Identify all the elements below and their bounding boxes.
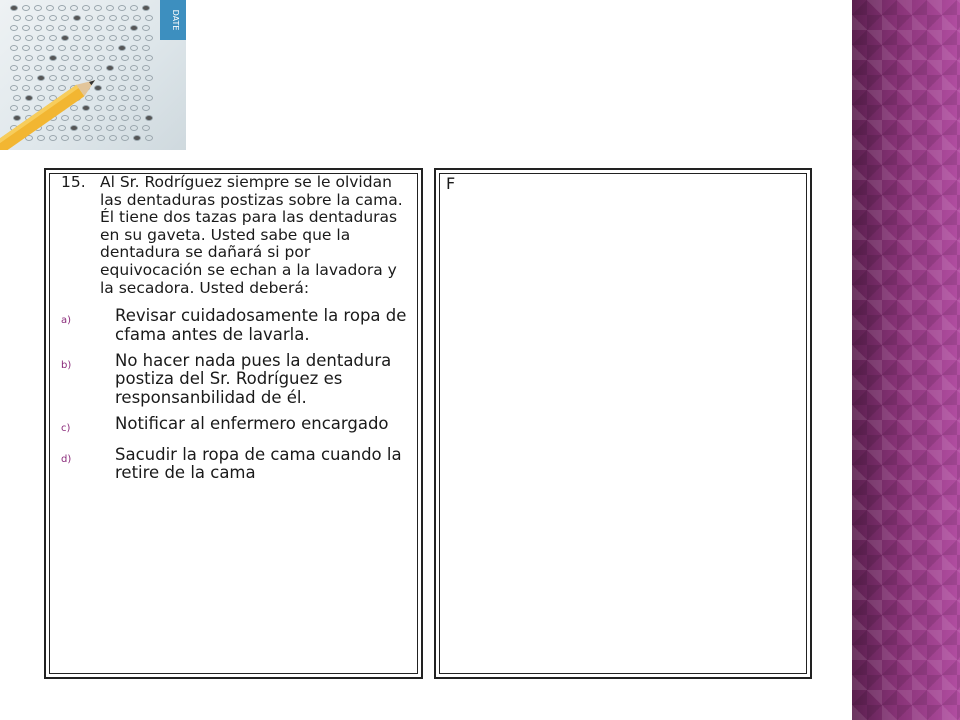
answer-bubble [47, 66, 54, 71]
answer-bubble [83, 6, 90, 11]
answer-sheet-illustration [0, 0, 186, 150]
answer-bubble [131, 46, 138, 51]
answer-bubble [146, 116, 153, 121]
answer-bubble [146, 76, 153, 81]
option-a [61, 307, 411, 344]
option-text: No hacer nada pues la dentadura postiza del Sr. Rodríguez es responsanbilidad de él. [115, 350, 392, 407]
answer-bubble [86, 116, 93, 121]
answer-bubble [38, 16, 45, 21]
answer-bubble [83, 106, 90, 111]
answer-bubble [134, 36, 141, 41]
answer-bubble [23, 66, 30, 71]
answer-bubble [110, 116, 117, 121]
answer-bubble [122, 96, 129, 101]
answer-bubble [95, 106, 102, 111]
answer-bubble [119, 26, 126, 31]
option-c [61, 415, 411, 438]
question-text: Al Sr. Rodríguez siempre se le olvidan las dentaduras postizas sobre la cama. Él tiene dos tazas para las dentaduras en su gaveta. Usted sabe que la dentadura se dañará si por equivocación se echan a la lavadora y la secadora. Usted deberá: [100, 173, 403, 297]
answer-bubble [50, 56, 57, 61]
answer-bubble [35, 26, 42, 31]
answer-bubble [107, 46, 114, 51]
answer-bubble [122, 56, 129, 61]
option-letter: c) [61, 423, 71, 435]
answer-bubble [134, 136, 141, 141]
answer-bubble [71, 106, 78, 111]
question-number: 15. [61, 173, 86, 191]
answer-bubble [143, 126, 150, 131]
answer-bubble [59, 26, 66, 31]
answer-bubble [14, 76, 21, 81]
answer-bubble [110, 56, 117, 61]
answer-bubble [134, 16, 141, 21]
answer-bubble [143, 106, 150, 111]
answer-bubble [47, 46, 54, 51]
answer-bubble [35, 66, 42, 71]
answer-bubble [74, 36, 81, 41]
answer-bubble [143, 26, 150, 31]
answer-bubble [110, 96, 117, 101]
answer-bubble [23, 26, 30, 31]
option-text: Revisar cuidadosamente la ropa de cfama antes de lavarla. [115, 306, 407, 344]
option-letter: a) [61, 315, 72, 327]
answer-bubble [74, 116, 81, 121]
answer-bubble [62, 36, 69, 41]
answer-bubble [59, 86, 66, 91]
answer-bubble [86, 36, 93, 41]
answer-bubble [38, 96, 45, 101]
option-text: Notificar al enfermero encargado [115, 414, 389, 434]
answer-bubble [14, 116, 21, 121]
option-letter: b) [61, 359, 72, 371]
answer-bubble [74, 56, 81, 61]
answer-bubble [11, 86, 18, 91]
answer-bubble [26, 96, 33, 101]
answer-bubble [131, 26, 138, 31]
answer-bubble [47, 26, 54, 31]
answer-bubble [119, 46, 126, 51]
answer-bubble [134, 96, 141, 101]
answer-bubble [119, 106, 126, 111]
answer-bubble [71, 66, 78, 71]
answer-bubble [143, 86, 150, 91]
answer-bubble [107, 26, 114, 31]
answer-bubble [122, 16, 129, 21]
sheet-tab-label: DATE [171, 9, 180, 31]
question-box [44, 168, 423, 679]
answer-bubble [47, 126, 54, 131]
answer-bubble [11, 46, 18, 51]
answer-bubble [74, 16, 81, 21]
answer-bubble [107, 126, 114, 131]
answer-bubble [110, 16, 117, 21]
options-list [61, 307, 411, 482]
answer-bubble [122, 76, 129, 81]
answer-bubble [107, 6, 114, 11]
answer-bubble [131, 106, 138, 111]
answer-bubble [71, 6, 78, 11]
answer-bubble [26, 36, 33, 41]
answer-bubble [143, 6, 150, 11]
answer-bubble [83, 66, 90, 71]
answer-bubble [122, 116, 129, 121]
answer-bubble [71, 26, 78, 31]
answer-bubble [107, 86, 114, 91]
answer-sheet-pencil-photo [0, 0, 186, 150]
answer-box [434, 168, 812, 679]
answer-bubble [50, 36, 57, 41]
answer-bubble [71, 126, 78, 131]
option-d [61, 446, 411, 483]
answer-bubble [95, 26, 102, 31]
answer-bubble [98, 76, 105, 81]
answer-bubble [11, 26, 18, 31]
answer-bubble [26, 76, 33, 81]
answer-bubble [98, 116, 105, 121]
answer-bubble [35, 86, 42, 91]
answer-bubble [98, 36, 105, 41]
answer-bubble [83, 46, 90, 51]
answer-bubble [131, 6, 138, 11]
answer-bubble [50, 76, 57, 81]
answer-bubble [95, 126, 102, 131]
answer-bubble [83, 126, 90, 131]
answer-bubble [38, 76, 45, 81]
answer-bubble [47, 86, 54, 91]
answer-bubble [146, 36, 153, 41]
answer-bubble [62, 16, 69, 21]
answer-bubble [59, 6, 66, 11]
answer-bubble [26, 56, 33, 61]
answer-bubble [59, 126, 66, 131]
answer-bubble [131, 86, 138, 91]
answer-bubble [62, 76, 69, 81]
answer-bubble [50, 136, 57, 141]
answer-bubble [11, 66, 18, 71]
answer-bubble [134, 76, 141, 81]
answer-bubble [146, 56, 153, 61]
answer-bubble [143, 46, 150, 51]
option-text: Sacudir la ropa de cama cuando la retire de la cama [115, 444, 402, 483]
answer-bubble [86, 76, 93, 81]
answer-bubble [62, 116, 69, 121]
answer-bubble [86, 136, 93, 141]
answer-box-inner-border [439, 173, 807, 674]
answer-bubble [59, 46, 66, 51]
answer-bubble [14, 36, 21, 41]
answer-bubble [86, 96, 93, 101]
answer-bubble [98, 16, 105, 21]
answer-bubble [119, 126, 126, 131]
answer-bubble [95, 66, 102, 71]
answer-bubble [131, 126, 138, 131]
answer-bubble [146, 136, 153, 141]
answer-bubble [110, 76, 117, 81]
answer-bubble [95, 86, 102, 91]
answer-bubble [146, 96, 153, 101]
answer-bubble [146, 16, 153, 21]
answer-bubble [38, 136, 45, 141]
answer-bubble [74, 76, 81, 81]
answer-value: F [446, 174, 456, 193]
answer-bubble [23, 86, 30, 91]
answer-bubble [110, 136, 117, 141]
answer-bubble [38, 36, 45, 41]
answer-bubble [23, 46, 30, 51]
answer-bubble [134, 116, 141, 121]
answer-bubble [143, 66, 150, 71]
answer-bubble [107, 66, 114, 71]
answer-bubble [98, 136, 105, 141]
answer-bubble [110, 36, 117, 41]
answer-bubble [98, 56, 105, 61]
answer-bubble [26, 16, 33, 21]
answer-bubble [14, 96, 21, 101]
answer-bubble [71, 46, 78, 51]
answer-bubble [23, 6, 30, 11]
answer-bubble [86, 16, 93, 21]
option-letter: d) [61, 453, 72, 465]
answer-bubble [11, 106, 18, 111]
option-b [61, 352, 411, 407]
answer-bubble [14, 16, 21, 21]
answer-bubble [122, 136, 129, 141]
answer-bubble [35, 46, 42, 51]
question-block [61, 174, 411, 491]
answer-bubble [59, 66, 66, 71]
answer-bubble [23, 106, 30, 111]
answer-bubble [35, 106, 42, 111]
answer-bubble [95, 6, 102, 11]
answer-bubble [98, 96, 105, 101]
answer-bubble [119, 86, 126, 91]
answer-bubble [35, 6, 42, 11]
answer-bubble [74, 136, 81, 141]
answer-bubble [119, 66, 126, 71]
answer-bubble [83, 26, 90, 31]
answer-bubble [62, 136, 69, 141]
answer-bubble [119, 6, 126, 11]
answer-bubble [62, 56, 69, 61]
decorative-side-strip [852, 0, 960, 720]
answer-bubble [11, 6, 18, 11]
answer-bubble [95, 46, 102, 51]
answer-bubble [38, 56, 45, 61]
answer-bubble [131, 66, 138, 71]
answer-bubble [50, 16, 57, 21]
answer-bubble [134, 56, 141, 61]
answer-bubble [107, 106, 114, 111]
answer-bubble [86, 56, 93, 61]
answer-bubble [47, 6, 54, 11]
answer-bubble [14, 56, 21, 61]
answer-bubble [122, 36, 129, 41]
